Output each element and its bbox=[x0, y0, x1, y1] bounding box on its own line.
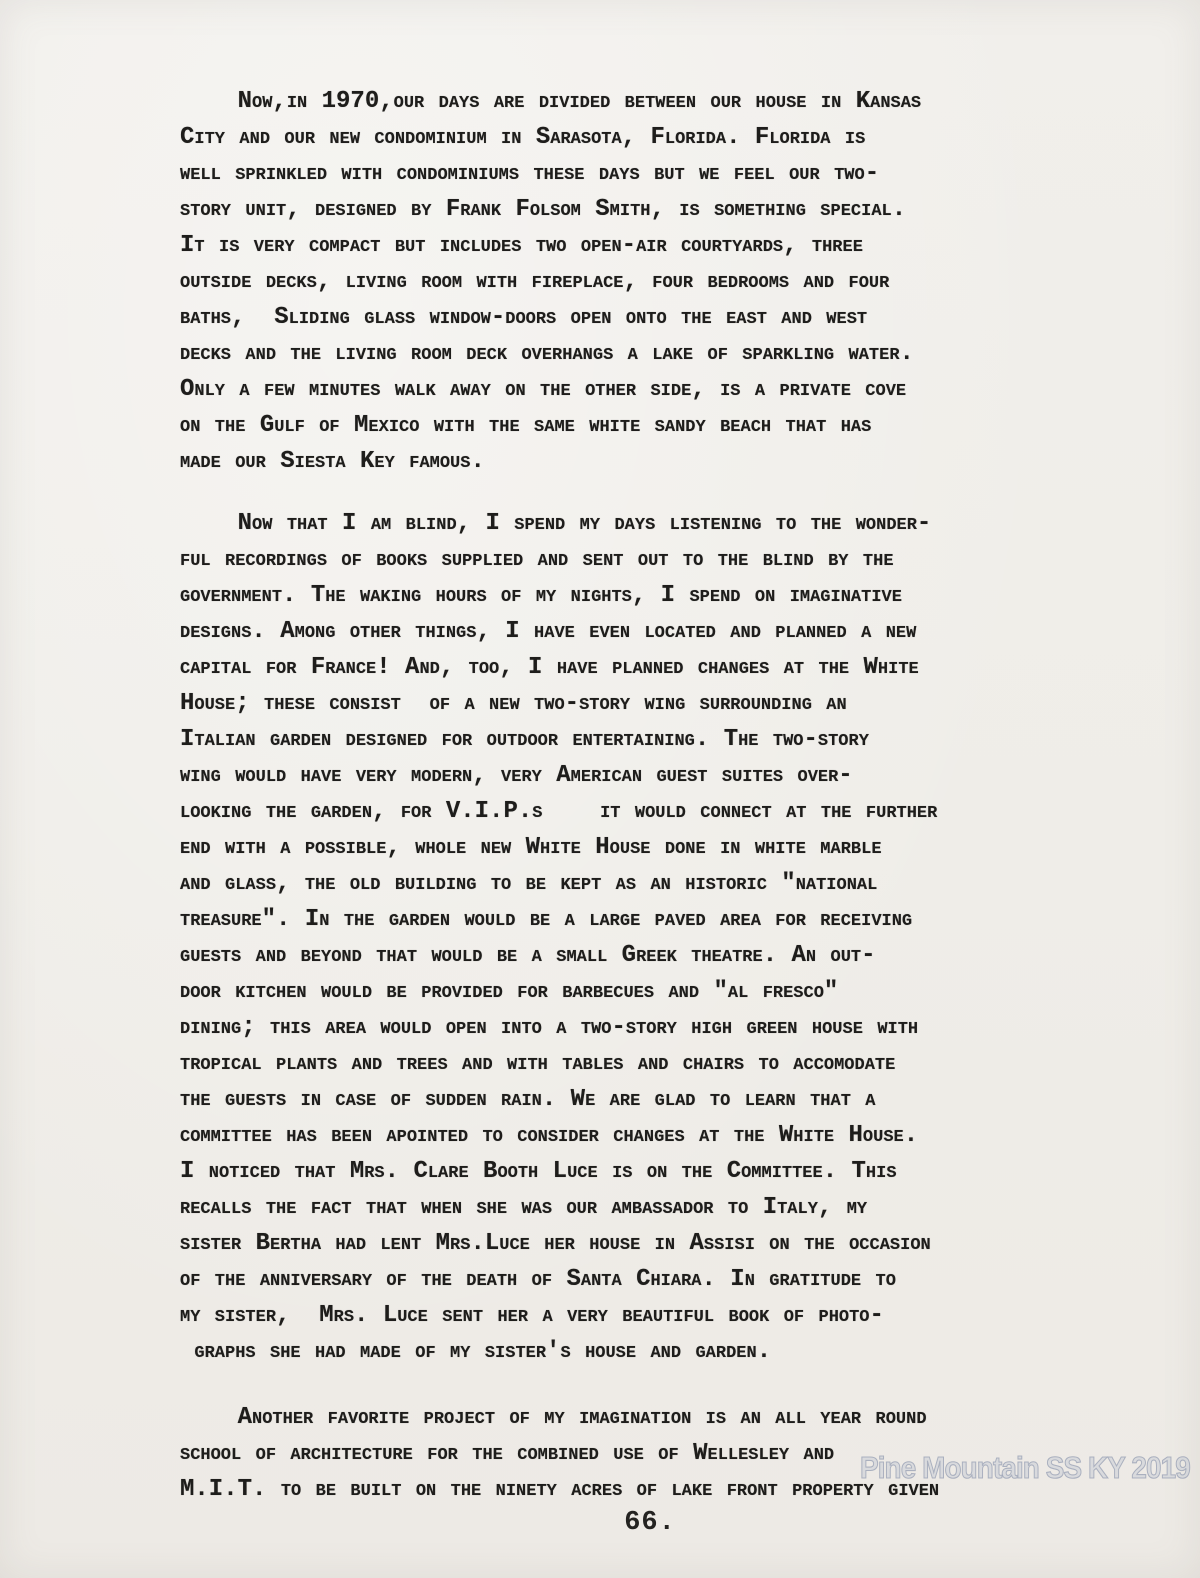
paragraph-condominium bbox=[180, 84, 1185, 480]
text-line: the guests in case of sudden rain. We are glad to learn that a bbox=[180, 1086, 876, 1113]
text-line: Italian garden designed for outdoor entertaining. The two-story bbox=[180, 726, 869, 753]
text-line: end with a possible, whole new White House done in white marble bbox=[180, 834, 882, 861]
text-line: school of architecture for the combined use of Wellesley and bbox=[180, 1440, 835, 1467]
text-line: Now,in 1970,our days are divided between our house in Kansas bbox=[180, 88, 922, 115]
text-line: looking the garden, for V.I.P.s it would connect at the further bbox=[180, 798, 938, 825]
watermark: Pine Mountain SS KY 2019 bbox=[860, 1450, 1190, 1485]
page-number: 66. bbox=[624, 1508, 676, 1538]
text-line: M.I.T. to be built on the ninety acres of lake front property given bbox=[180, 1476, 940, 1503]
text-line: story unit, designed by Frank Folsom Smith, is something special. bbox=[180, 196, 907, 223]
text-line: dining; this area would open into a two-story high green house with bbox=[180, 1014, 919, 1041]
text-line: wing would have very modern, very American guest suites over- bbox=[180, 762, 853, 789]
text-line: and glass, the old building to be kept as an historic "national bbox=[180, 870, 878, 897]
text-line: ful recordings of books supplied and sent out to the blind by the bbox=[180, 546, 894, 573]
text-line: guests and beyond that would be a small Greek theatre. An out- bbox=[180, 942, 876, 969]
text-line: graphs she had made of my sister's house and garden. bbox=[180, 1338, 772, 1365]
text-line: I noticed that Mrs. Clare Booth Luce is on the Committee. This bbox=[180, 1158, 897, 1185]
text-line: Another favorite project of my imagination is an all year round bbox=[180, 1404, 927, 1431]
text-line: baths, Sliding glass window-doors open onto the east and west bbox=[180, 304, 868, 331]
text-line: my sister, Mrs. Luce sent her a very beautiful book of photo- bbox=[180, 1302, 884, 1329]
text-line: of the anniversary of the death of Santa Chiara. In gratitude to bbox=[180, 1266, 896, 1293]
text-line: designs. Among other things, I have even located and planned a new bbox=[180, 618, 917, 645]
text-line: tropical plants and trees and with tables and chairs to accomodate bbox=[180, 1050, 896, 1077]
text-line: House; these consist of a new two-story wing surrounding an bbox=[180, 690, 847, 717]
text-line: decks and the living room deck overhangs a lake of sparkling water. bbox=[180, 340, 914, 367]
text-line: It is very compact but includes two open-air courtyards, three bbox=[180, 232, 863, 259]
text-line: government. The waking hours of my nights, I spend on imaginative bbox=[180, 582, 902, 609]
text-line: outside decks, living room with fireplace, four bedrooms and four bbox=[180, 268, 890, 295]
text-line: recalls the fact that when she was our ambassador to Italy, my bbox=[180, 1194, 868, 1221]
text-line: well sprinkled with condominiums these days but we feel our two- bbox=[180, 160, 880, 187]
text-line: Only a few minutes walk away on the other side, is a private cove bbox=[180, 376, 907, 403]
text-line: treasure". In the garden would be a large paved area for receiving bbox=[180, 906, 913, 933]
text-line: made our Siesta Key famous. bbox=[180, 448, 485, 475]
text-line: City and our new condominium in Sarasota, Florida. Florida is bbox=[180, 124, 866, 151]
paragraph-blind-designs bbox=[180, 506, 1185, 1370]
text-line: committee has been apointed to consider changes at the White House. bbox=[180, 1122, 919, 1149]
text-line: capital for France! And, too, I have planned changes at the White bbox=[180, 654, 919, 681]
text-line: Now that I am blind, I spend my days listening to the wonder- bbox=[180, 510, 932, 537]
text-line: sister Bertha had lent Mrs.Luce her house in Assisi on the occasion bbox=[180, 1230, 931, 1257]
text-line: door kitchen would be provided for barbecues and "al fresco" bbox=[180, 978, 839, 1005]
typewritten-text-block bbox=[180, 84, 1185, 1534]
text-line: on the Gulf of Mexico with the same white sandy beach that has bbox=[180, 412, 872, 439]
